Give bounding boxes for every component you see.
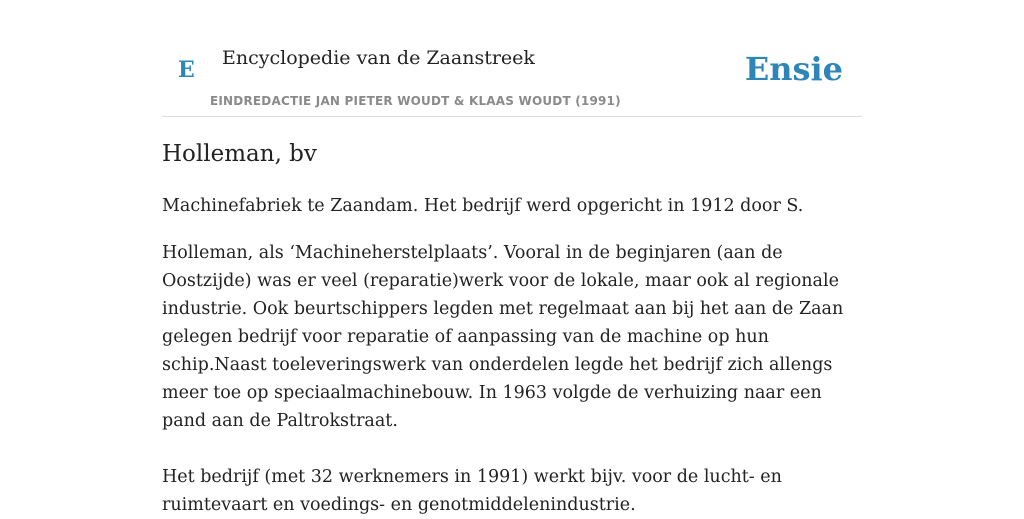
article-paragraph-3: Het bedrijf (met 32 werknemers in 1991) werkt bijv. voor de lucht- en ruimtevaart en voedings- en genotmiddelenindustrie. (162, 467, 782, 515)
article-paragraph-2: Holleman, als ‘Machineherstelplaats’. Vooral in de beginjaren (aan de Oostzijde) was er veel (reparatie)werk voor de lokale, maar ook al regionale industrie. Ook beurtschippers legden met regelmaat aan bij het aan de Zaan gelegen bedrijf voor reparatie of aanpassing van de machine op hun schip.Naast toeleveringswerk van onderdelen legde het bedrijf zich allengs meer toe op speciaalmachinebouw. In 1963 volgde de verhuizing naar een pand aan de Paltrokstraat. (162, 243, 844, 431)
logo-icon[interactable]: E (178, 57, 195, 83)
article-paragraph-1: Machinefabriek te Zaandam. Het bedrijf werd opgericht in 1912 door S. (162, 196, 804, 216)
site-header (162, 0, 862, 117)
editors-subtitle: EINDREDACTIE JAN PIETER WOUDT & KLAAS WOUDT (1991) (210, 94, 621, 108)
article-content (162, 136, 862, 519)
ensie-brand-logo[interactable]: Ensie (744, 50, 843, 88)
site-title-link[interactable]: Encyclopedie van de Zaanstreek (222, 47, 535, 69)
entry-title: Holleman, bv (162, 141, 317, 167)
